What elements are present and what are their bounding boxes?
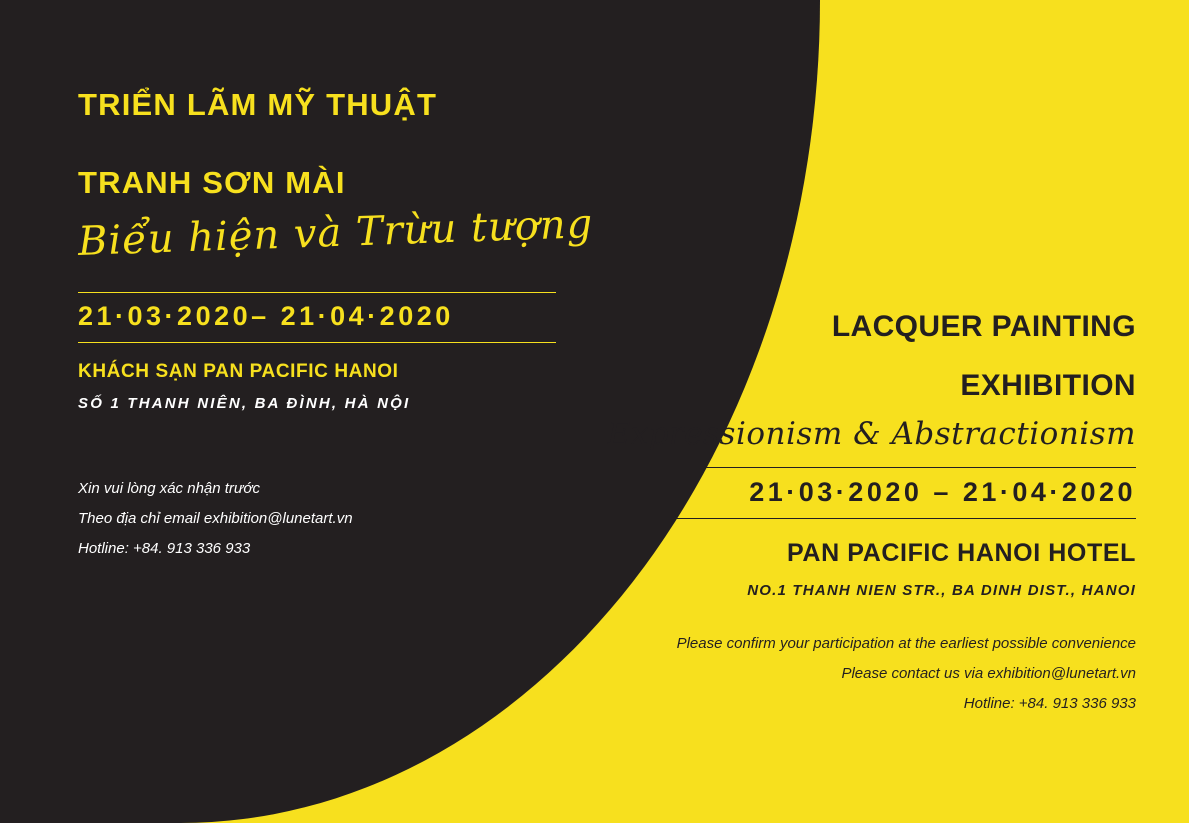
vietnamese-note-line1: Xin vui lòng xác nhận trước bbox=[78, 480, 260, 498]
vietnamese-script-subtitle: Biểu hiện và Trừu tượng bbox=[77, 201, 594, 266]
english-section bbox=[600, 310, 1136, 719]
english-date-band bbox=[600, 467, 1136, 519]
vietnamese-note-line3: Hotline: +84. 913 336 933 bbox=[78, 540, 251, 558]
vietnamese-date-band bbox=[78, 292, 556, 343]
english-note-line2: Please contact us via exhibition@lunetart.vn bbox=[841, 665, 1136, 683]
english-address: NO.1 THANH NIEN STR., BA DINH DIST., HANOI bbox=[747, 582, 1136, 600]
english-note-line1: Please confirm your participation at the earliest possible convenience bbox=[676, 635, 1136, 653]
english-title-line2: EXHIBITION bbox=[960, 369, 1136, 402]
vietnamese-title-line2: TRANH SƠN MÀI bbox=[78, 165, 346, 201]
vietnamese-dates: 21·03·2020– 21·04·2020 bbox=[78, 301, 454, 332]
english-dates: 21·03·2020 – 21·04·2020 bbox=[749, 477, 1136, 508]
english-note-line3: Hotline: +84. 913 336 933 bbox=[963, 695, 1136, 713]
vietnamese-title-line1: TRIỂN LÃM MỸ THUẬT bbox=[78, 87, 438, 122]
english-note bbox=[600, 629, 1136, 719]
vietnamese-venue: KHÁCH SẠN PAN PACIFIC HANOI bbox=[78, 361, 399, 383]
vietnamese-note bbox=[78, 474, 598, 564]
english-venue: PAN PACIFIC HANOI HOTEL bbox=[787, 539, 1136, 568]
vietnamese-section bbox=[78, 88, 598, 564]
english-title-line1: LACQUER PAINTING bbox=[831, 310, 1136, 343]
vietnamese-address: SỐ 1 THANH NIÊN, BA ĐÌNH, HÀ NỘI bbox=[78, 395, 411, 413]
vietnamese-note-line2: Theo địa chỉ email exhibition@lunetart.vn bbox=[78, 510, 353, 528]
english-script-subtitle: Expressionism & Abstractionism bbox=[607, 416, 1136, 452]
